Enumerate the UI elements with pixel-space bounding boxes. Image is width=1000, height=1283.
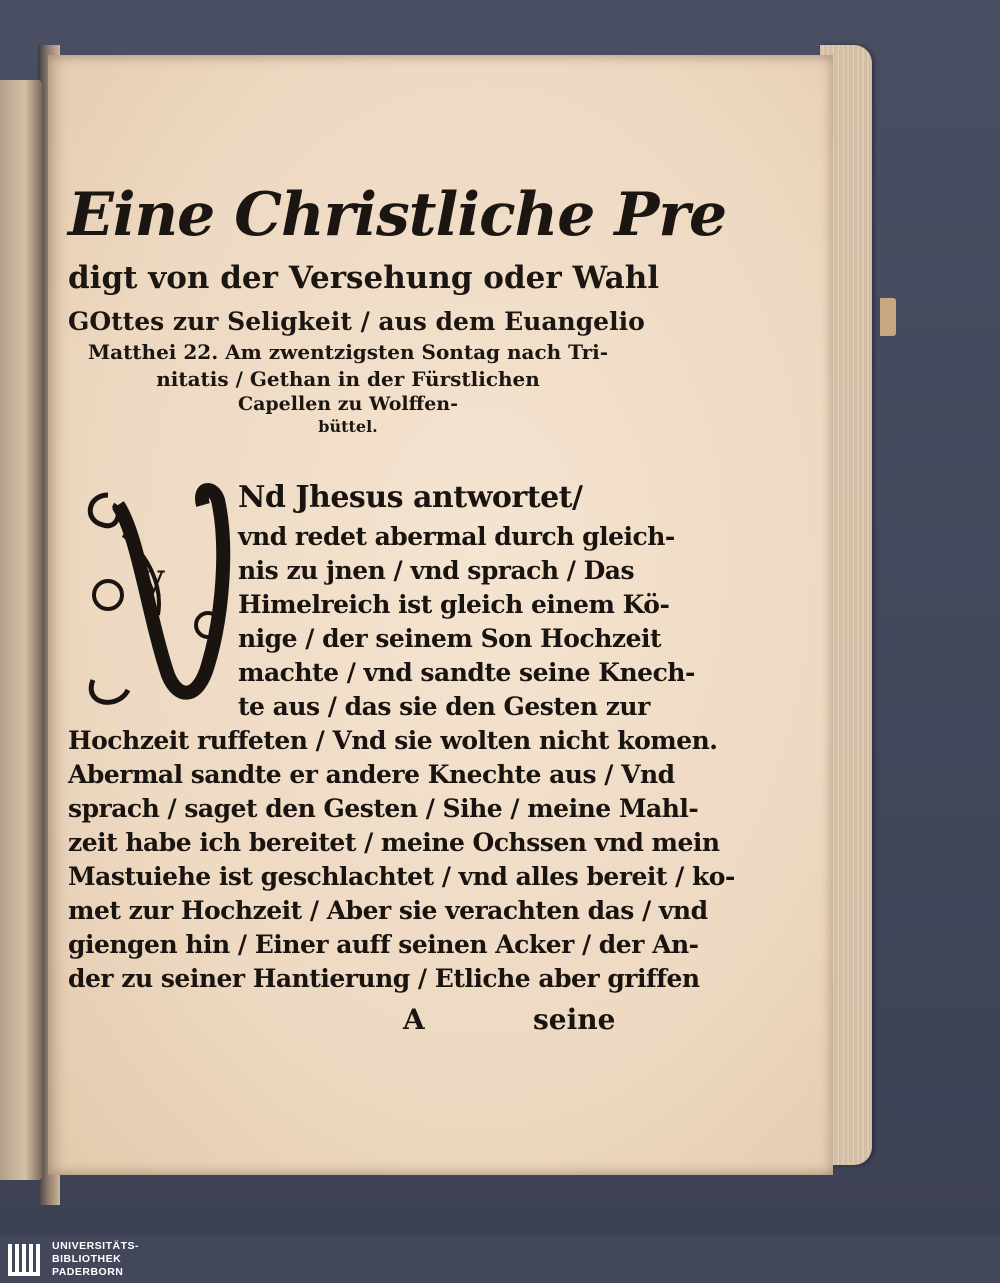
body-line: machte / vnd sandte seine Knech- [238,658,695,687]
body-line: nis zu jnen / vnd sprach / Das [238,556,635,585]
body-line: Mastuiehe ist geschlachtet / vnd alles bereit / ko- [68,862,735,891]
logo-line: UNIVERSITÄTS- [52,1240,140,1252]
catchword: seine [533,1003,616,1036]
library-logo-icon [6,1240,46,1280]
heading-line-2: GOttes zur Seligkeit / aus dem Euangelio [68,307,645,336]
initial-letter-text: V [138,564,165,604]
page-title: Eine Christliche Pre [68,180,727,250]
logo-line: BIBLIOTHEK [52,1253,122,1265]
body-line: giengen hin / Einer auff seinen Acker / der An- [68,930,699,959]
signature-mark: A [403,1003,425,1036]
library-logo-text [52,1240,139,1279]
body-line: met zur Hochzeit / Aber sie verachten das / vnd [68,896,708,925]
heading-line-4: nitatis / Gethan in der Fürstlichen [156,367,540,391]
logo-line: PADERBORN [52,1266,124,1278]
body-line: Hochzeit ruffeten / Vnd sie wolten nicht komen. [68,726,718,755]
heading-line-1: digt von der Versehung oder Wahl [68,260,660,296]
body-line: vnd redet abermal durch gleich- [238,522,675,551]
body-line: zeit habe ich bereitet / meine Ochssen vnd mein [68,828,720,857]
body-line: Himelreich ist gleich einem Kö- [238,590,670,619]
body-line: Abermal sandte er andere Knechte aus / Vnd [68,760,675,789]
body-line: te aus / das sie den Gesten zur [238,692,650,721]
heading-line-5: Capellen zu Wolffen- [237,393,459,415]
decorated-initial-letter [78,475,238,715]
heading-line-6: büttel. [318,417,378,436]
body-line: sprach / saget den Gesten / Sihe / meine Mahl- [68,794,699,823]
book-page [48,55,833,1175]
footer-bar [0,1236,1000,1283]
body-line: Nd Jhesus antwortet/ [238,480,583,515]
body-line: der zu seiner Hantierung / Etliche aber griffen [68,964,700,993]
heading-line-3: Matthei 22. Am zwentzigsten Sontag nach Tri- [87,340,609,364]
page-tab [880,298,896,336]
body-line: nige / der seinem Son Hochzeit [238,624,662,653]
left-page-edge [0,80,42,1180]
